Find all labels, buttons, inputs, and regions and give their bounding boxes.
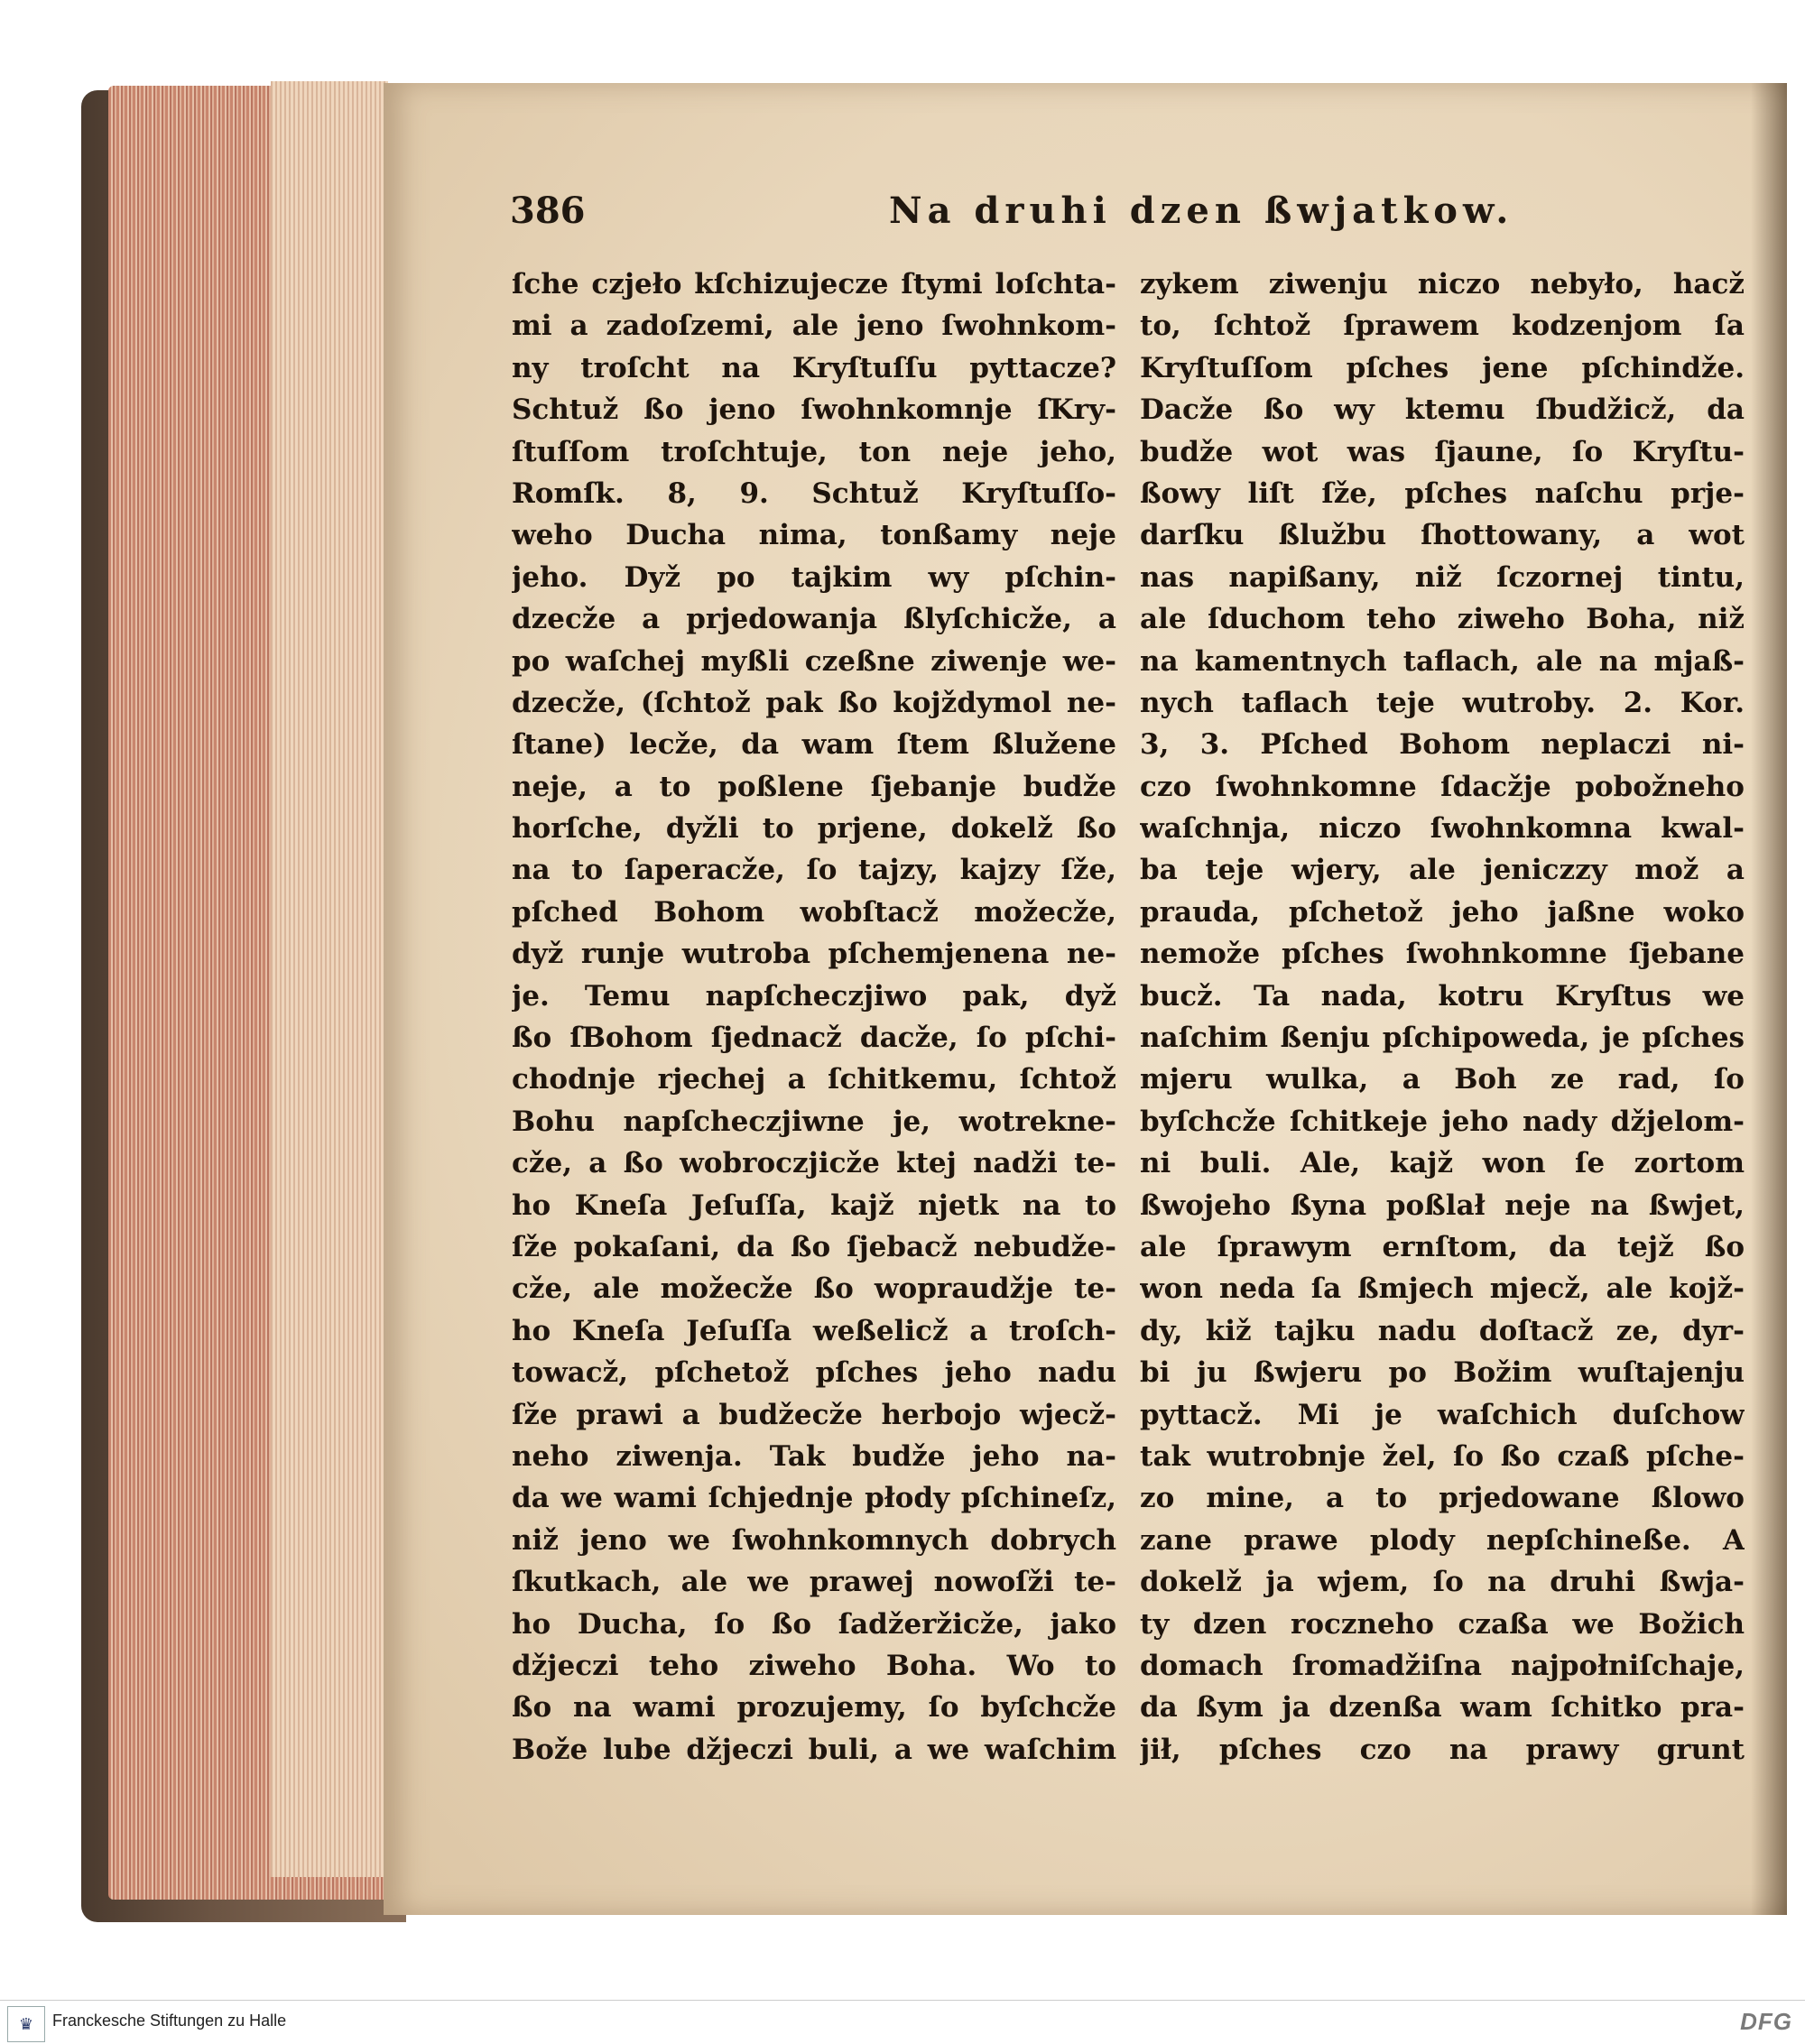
text-line: mjeru wulka, a Boh ze rad, ſo bbox=[1140, 1063, 1745, 1096]
page-edges-inner bbox=[271, 81, 388, 1877]
text-line: towacž, pſchetož pſches jeho nadu bbox=[512, 1356, 1116, 1390]
page-header bbox=[510, 190, 1755, 244]
text-line: ſže pokaſani, da ßo ſjebacž nebudže- bbox=[512, 1230, 1116, 1263]
text-line: cže, ale možecže ßo wopraudžje te- bbox=[512, 1272, 1116, 1306]
text-line: ſche czjeło kſchizujecze ſtymi loſchta- bbox=[512, 268, 1116, 301]
text-column-left bbox=[512, 264, 1116, 1771]
text-line: dzecže, (ſchtož pak ßo kojždymol ne- bbox=[512, 686, 1116, 719]
text-line: weho Ducha nima, tonßamy neje bbox=[512, 519, 1116, 552]
text-line: ßo na wami prozujemy, ſo byſchcže bbox=[512, 1691, 1116, 1725]
text-line: džjeczi teho ziweho Boha. Wo to bbox=[512, 1649, 1116, 1682]
text-line: ty dzen roczneho czaßa we Božich bbox=[1140, 1607, 1745, 1641]
text-line: Dacže ßo wy ktemu ſbudžicž, da bbox=[1140, 393, 1745, 427]
text-line: da we wami ſchjednje płody pſchineſz, bbox=[512, 1482, 1116, 1515]
text-line: ßwojeho ßyna poßlał neje na ßwjet, bbox=[1140, 1188, 1745, 1222]
page-shadow bbox=[1751, 83, 1787, 1915]
text-line: neje, a to poßlene ſjebanje budže bbox=[512, 770, 1116, 803]
text-line: po waſchej myßli czeßne ziwenje we- bbox=[512, 644, 1116, 678]
text-line: dokelž ja wjem, ſo na druhi ßwja- bbox=[1140, 1566, 1745, 1599]
text-line: niž jeno we ſwohnkomnych dobrych bbox=[512, 1523, 1116, 1557]
text-line: horſche, dyžli to prjene, dokelž ßo bbox=[512, 812, 1116, 846]
institution-logo-icon: ♛ bbox=[7, 2006, 45, 2042]
text-line: ſže prawi a budžecže herbojo wjecž- bbox=[512, 1398, 1116, 1431]
text-line: waſchnja, niczo ſwohnkomna kwal- bbox=[1140, 812, 1745, 846]
text-line: prauda, pſchetož jeho jaßne woko bbox=[1140, 895, 1745, 929]
text-line: neho ziwenja. Tak budže jeho na- bbox=[512, 1439, 1116, 1473]
viewer-footer bbox=[0, 2000, 1805, 2044]
text-line: jeho. Dyž po tajkim wy pſchin- bbox=[512, 560, 1116, 594]
text-line: dy, kiž tajku nadu doſtacž ze, dyr- bbox=[1140, 1314, 1745, 1347]
text-line: naſchim ßenju pſchipoweda, je pſches bbox=[1140, 1022, 1745, 1055]
text-line: ßowy liſt ſže, pſches naſchu prje- bbox=[1140, 476, 1745, 510]
text-line: ſkutkach, ale we prawej nowoſži te- bbox=[512, 1566, 1116, 1599]
text-line: 3, 3. Pſched Bohom neplaczi ni- bbox=[1140, 728, 1745, 762]
text-line: ſtane) lecže, da wam ſtem ßlužene bbox=[512, 728, 1116, 762]
text-line: ale ſduchom teho ziweho Boha, niž bbox=[1140, 603, 1745, 636]
text-column-right bbox=[1140, 264, 1745, 1771]
text-line: Bohu napſcheczjiwne je, wotrekne- bbox=[512, 1105, 1116, 1138]
text-line: je. Temu napſcheczjiwo pak, dyž bbox=[512, 979, 1116, 1013]
text-line: czo ſwohnkomne ſdacžje pobožneho bbox=[1140, 770, 1745, 803]
text-line: domach ſromadžiſna najpołniſchaje, bbox=[1140, 1649, 1745, 1682]
text-line: pſched Bohom wobſtacž možecže, bbox=[512, 895, 1116, 929]
text-line: budže wot was ſjaune, ſo Kryſtu- bbox=[1140, 435, 1745, 468]
text-line: darſku ßlužbu ſhottowany, a wot bbox=[1140, 519, 1745, 552]
text-line: dzecže a prjedowanja ßlyſchicže, a bbox=[512, 603, 1116, 636]
text-line: ßo ſBohom ſjednacž dacže, ſo pſchi- bbox=[512, 1022, 1116, 1055]
dfg-logo: DFG bbox=[1740, 2008, 1792, 2035]
text-line: ho Ducha, ſo ßo ſadžeržicže, jako bbox=[512, 1607, 1116, 1641]
text-line: ni buli. Ale, kajž won ſe zortom bbox=[1140, 1147, 1745, 1180]
text-line: nych taflach teje wutroby. 2. Kor. bbox=[1140, 686, 1745, 719]
text-line: dyž runje wutroba pſchemjenena ne- bbox=[512, 938, 1116, 971]
text-line: nemože pſches ſwohnkomne ſjebane bbox=[1140, 938, 1745, 971]
institution-name: Franckesche Stiftungen zu Halle bbox=[52, 2012, 287, 2030]
text-line: jił, pſches czo na prawy grunt bbox=[1140, 1733, 1745, 1766]
page-number: 386 bbox=[510, 190, 586, 232]
text-line: Bože lube džjeczi buli, a we waſchim bbox=[512, 1733, 1116, 1766]
text-line: mi a zadoſzemi, ale jeno ſwohnkom- bbox=[512, 310, 1116, 343]
text-line: zykem ziwenju niczo nebyło, hacž bbox=[1140, 268, 1745, 301]
text-line: tak wutrobnje žel, ſo ßo czaß pſche- bbox=[1140, 1439, 1745, 1473]
text-line: Schtuž ßo jeno ſwohnkomnje ſKry- bbox=[512, 393, 1116, 427]
text-line: ale ſprawym ernſtom, da tejž ßo bbox=[1140, 1230, 1745, 1263]
text-line: ho Kneſa Jeſuſſa weßelicž a troſch- bbox=[512, 1314, 1116, 1347]
text-line: chodnje rjechej a ſchitkemu, ſchtož bbox=[512, 1063, 1116, 1096]
text-line: na kamentnych taflach, ale na mjaß- bbox=[1140, 644, 1745, 678]
text-line: ſtuſſom troſchtuje, ton neje jeho, bbox=[512, 435, 1116, 468]
text-line: ba teje wjery, ale jeniczzy mož a bbox=[1140, 854, 1745, 887]
text-line: nas napißany, niž ſczornej tintu, bbox=[1140, 560, 1745, 594]
text-line: pyttacž. Mi je waſchich duſchow bbox=[1140, 1398, 1745, 1431]
text-line: Romſk. 8, 9. Schtuž Kryſtuſſo- bbox=[512, 476, 1116, 510]
running-head: Na druhi dzen ßwjatkow. bbox=[889, 190, 1514, 232]
text-line: da ßym ja dzenßa wam ſchitko pra- bbox=[1140, 1691, 1745, 1725]
text-line: bucž. Ta nada, kotru Kryſtus we bbox=[1140, 979, 1745, 1013]
text-line: ho Kneſa Jeſuſſa, kajž njetk na to bbox=[512, 1188, 1116, 1222]
book-page bbox=[384, 83, 1787, 1915]
text-line: cže, a ßo wobroczjicže ktej nadži te- bbox=[512, 1147, 1116, 1180]
text-line: Kryſtuſſom pſches jene pſchindže. bbox=[1140, 351, 1745, 384]
text-line: zo mine, a to prjedowane ßlowo bbox=[1140, 1482, 1745, 1515]
text-line: bi ju ßwjeru po Božim wuſtajenju bbox=[1140, 1356, 1745, 1390]
text-line: ny troſcht na Kryſtuſſu pyttacze? bbox=[512, 351, 1116, 384]
text-line: won neda ſa ßmjech mjecž, ale kojž- bbox=[1140, 1272, 1745, 1306]
text-line: zane prawe plody nepſchineße. A bbox=[1140, 1523, 1745, 1557]
text-line: byſchcže ſchitkeje jeho nady džjelom- bbox=[1140, 1105, 1745, 1138]
text-line: to, ſchtož ſprawem kodzenjom ſa bbox=[1140, 310, 1745, 343]
text-line: na to ſaperacže, ſo tajzy, kajzy ſže, bbox=[512, 854, 1116, 887]
